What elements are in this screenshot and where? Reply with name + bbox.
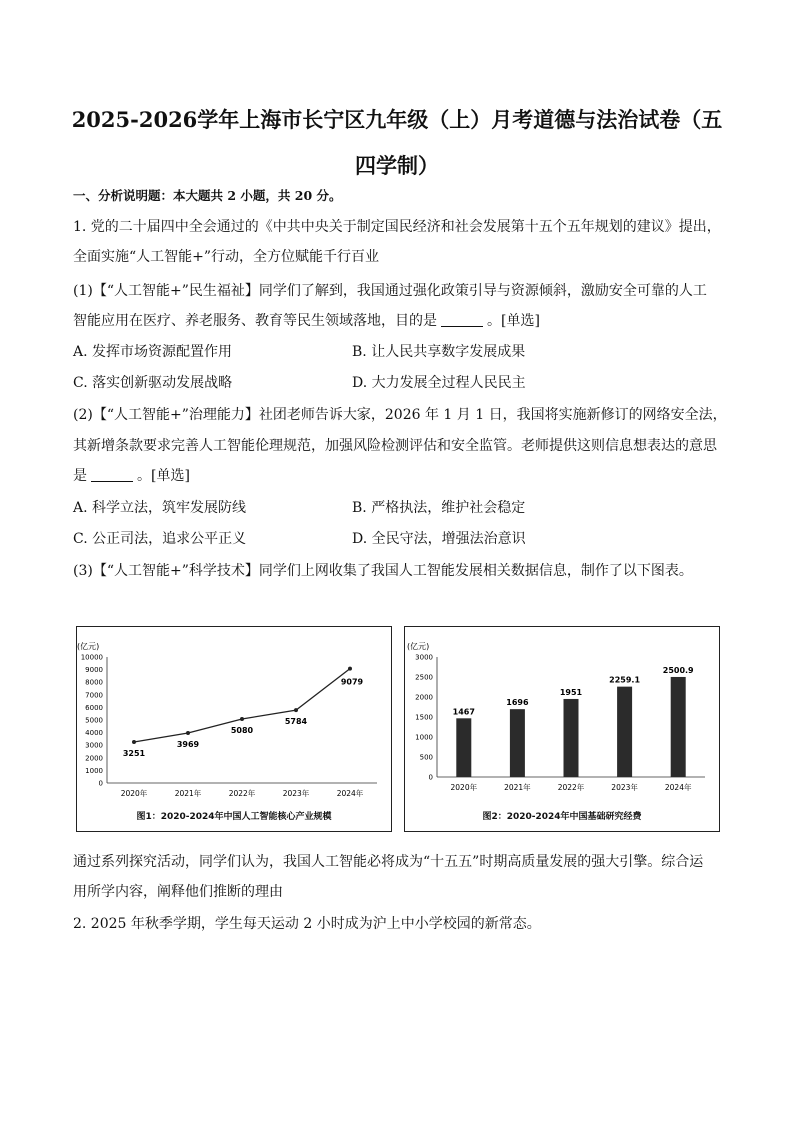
q1-sub2-line3-text: 是: [73, 468, 87, 484]
y-tick-label: 7000: [85, 691, 103, 700]
exam-title: 2025-2026学年上海市长宁区九年级（上）月考道德与法治试卷（五四学制）: [71, 107, 723, 178]
bar: [671, 677, 686, 777]
q1-sub1-line2-end: 。[单选]: [487, 313, 540, 329]
bar: [456, 718, 471, 777]
x-tick-label: 2020年: [120, 789, 148, 798]
y-tick-label: 0: [98, 779, 103, 788]
bar: [617, 687, 632, 777]
x-tick-label: 2024年: [664, 783, 692, 792]
x-tick-label: 2023年: [282, 789, 310, 798]
data-point: [240, 717, 244, 721]
bar: [564, 699, 579, 777]
y-tick-label: 5000: [85, 716, 103, 725]
y-tick-label: 2500: [415, 673, 433, 682]
y-tick-label: 4000: [85, 729, 103, 738]
data-label: 2500.9: [662, 665, 694, 675]
q1-sub2-line1: (2)【“人工智能+”治理能力】社团老师告诉大家，2026 年 1 月 1 日，我国将实施新修订的网络安全法，: [73, 407, 727, 423]
q1-sub1-option-d[interactable]: D. 大力发展全过程人民民主: [352, 375, 526, 391]
data-point: [132, 740, 136, 744]
chart1-caption: 图1：2020-2024年中国人工智能核心产业规模: [136, 812, 332, 822]
q2-line1: 2. 2025 年秋季学期，学生每天运动 2 小时成为沪上中小学校园的新常态。: [73, 916, 541, 932]
q1-sub1-line1: (1)【“人工智能+”民生福祉】同学们了解到，我国通过强化政策引导与资源倾斜，激励安全可靠的人工: [73, 283, 707, 299]
q1-sub2-option-c[interactable]: C. 公正司法，追求公平正义: [73, 531, 247, 547]
q1-sub3-line1: (3)【“人工智能+”科学技术】同学们上网收集了我国人工智能发展相关数据信息，制作了以下图表。: [73, 563, 693, 579]
q1-stem-line1: 1. 党的二十届四中全会通过的《中共中央关于制定国民经济和社会发展第十五个五年规划的建议》提出，: [73, 219, 721, 235]
y-tick-label: 1500: [415, 713, 433, 722]
y-tick-label: 2000: [415, 693, 433, 702]
data-label: 3969: [176, 739, 200, 749]
y-tick-label: 8000: [85, 678, 103, 687]
y-tick-label: 1000: [415, 733, 433, 742]
x-tick-label: 2021年: [504, 783, 531, 792]
q1-sub1-option-a[interactable]: A. 发挥市场资源配置作用: [73, 344, 233, 360]
q1-conclusion-line1: 通过系列探究活动，同学们认为，我国人工智能必将成为“十五五”时期高质量发展的强大引擎。综合运: [73, 854, 704, 870]
section-heading: 一、分析说明题：本大题共 2 小题，共 20 分。: [73, 188, 342, 203]
y-tick-label: 0: [428, 773, 433, 782]
y-axis-unit-label: (亿元): [407, 642, 430, 651]
x-tick-label: 2021年: [174, 789, 202, 798]
y-tick-label: 2000: [85, 754, 103, 763]
data-label: 2259.1: [609, 675, 641, 685]
y-tick-label: 9000: [85, 666, 103, 675]
y-axis-unit-label: (亿元): [77, 642, 100, 651]
y-tick-label: 3000: [415, 653, 433, 662]
x-tick-label: 2020年: [450, 783, 478, 792]
answer-blank[interactable]: [91, 467, 133, 482]
q1-sub2-option-d[interactable]: D. 全民守法，增强法治意识: [352, 531, 526, 547]
q1-stem-line2: 全面实施“人工智能+”行动，全方位赋能千行百业: [73, 249, 380, 265]
data-label: 1951: [559, 687, 583, 697]
y-tick-label: 10000: [80, 653, 103, 662]
data-point: [186, 731, 190, 735]
bar-chart-svg: [405, 627, 719, 831]
x-tick-label: 2022年: [557, 783, 585, 792]
y-tick-label: 1000: [85, 766, 103, 775]
chart-figure-2: [404, 626, 720, 832]
answer-blank[interactable]: [441, 312, 483, 327]
data-label: 1467: [452, 707, 475, 717]
chart-figure-1: [76, 626, 392, 832]
q1-sub2-option-a[interactable]: A. 科学立法，筑牢发展防线: [73, 500, 247, 516]
q1-sub2-line3: [73, 466, 190, 486]
y-tick-label: 6000: [85, 703, 103, 712]
data-point: [348, 667, 352, 671]
data-point: [294, 708, 298, 712]
line-chart-svg: [77, 627, 391, 831]
data-label: 5784: [284, 717, 308, 727]
q1-sub2-option-b[interactable]: B. 严格执法，维护社会稳定: [352, 500, 526, 516]
q1-sub1-option-b[interactable]: B. 让人民共享数字发展成果: [352, 344, 526, 360]
data-label: 1696: [506, 698, 529, 708]
q1-sub1-option-c[interactable]: C. 落实创新驱动发展战略: [73, 375, 233, 391]
data-label: 5080: [230, 725, 254, 735]
q1-sub1-line2: [73, 311, 540, 331]
q1-sub1-line2-text: 智能应用在医疗、养老服务、教育等民生领域落地，目的是: [73, 313, 437, 329]
x-tick-label: 2023年: [611, 783, 638, 792]
data-label: 9079: [340, 677, 364, 687]
y-tick-label: 500: [419, 753, 433, 762]
q1-sub2-line3-end: 。[单选]: [137, 468, 190, 484]
q1-conclusion-line2: 用所学内容，阐释他们推断的理由: [73, 884, 283, 900]
chart2-caption: 图2：2020-2024年中国基础研究经费: [482, 812, 642, 822]
x-tick-label: 2024年: [336, 789, 364, 798]
bar: [510, 709, 525, 777]
y-tick-label: 3000: [85, 741, 103, 750]
q1-sub2-line2: 其新增条款要求完善人工智能伦理规范，加强风险检测评估和安全监管。老师提供这则信息想表达的意思: [73, 438, 717, 454]
x-tick-label: 2022年: [228, 789, 256, 798]
data-label: 3251: [122, 749, 146, 759]
